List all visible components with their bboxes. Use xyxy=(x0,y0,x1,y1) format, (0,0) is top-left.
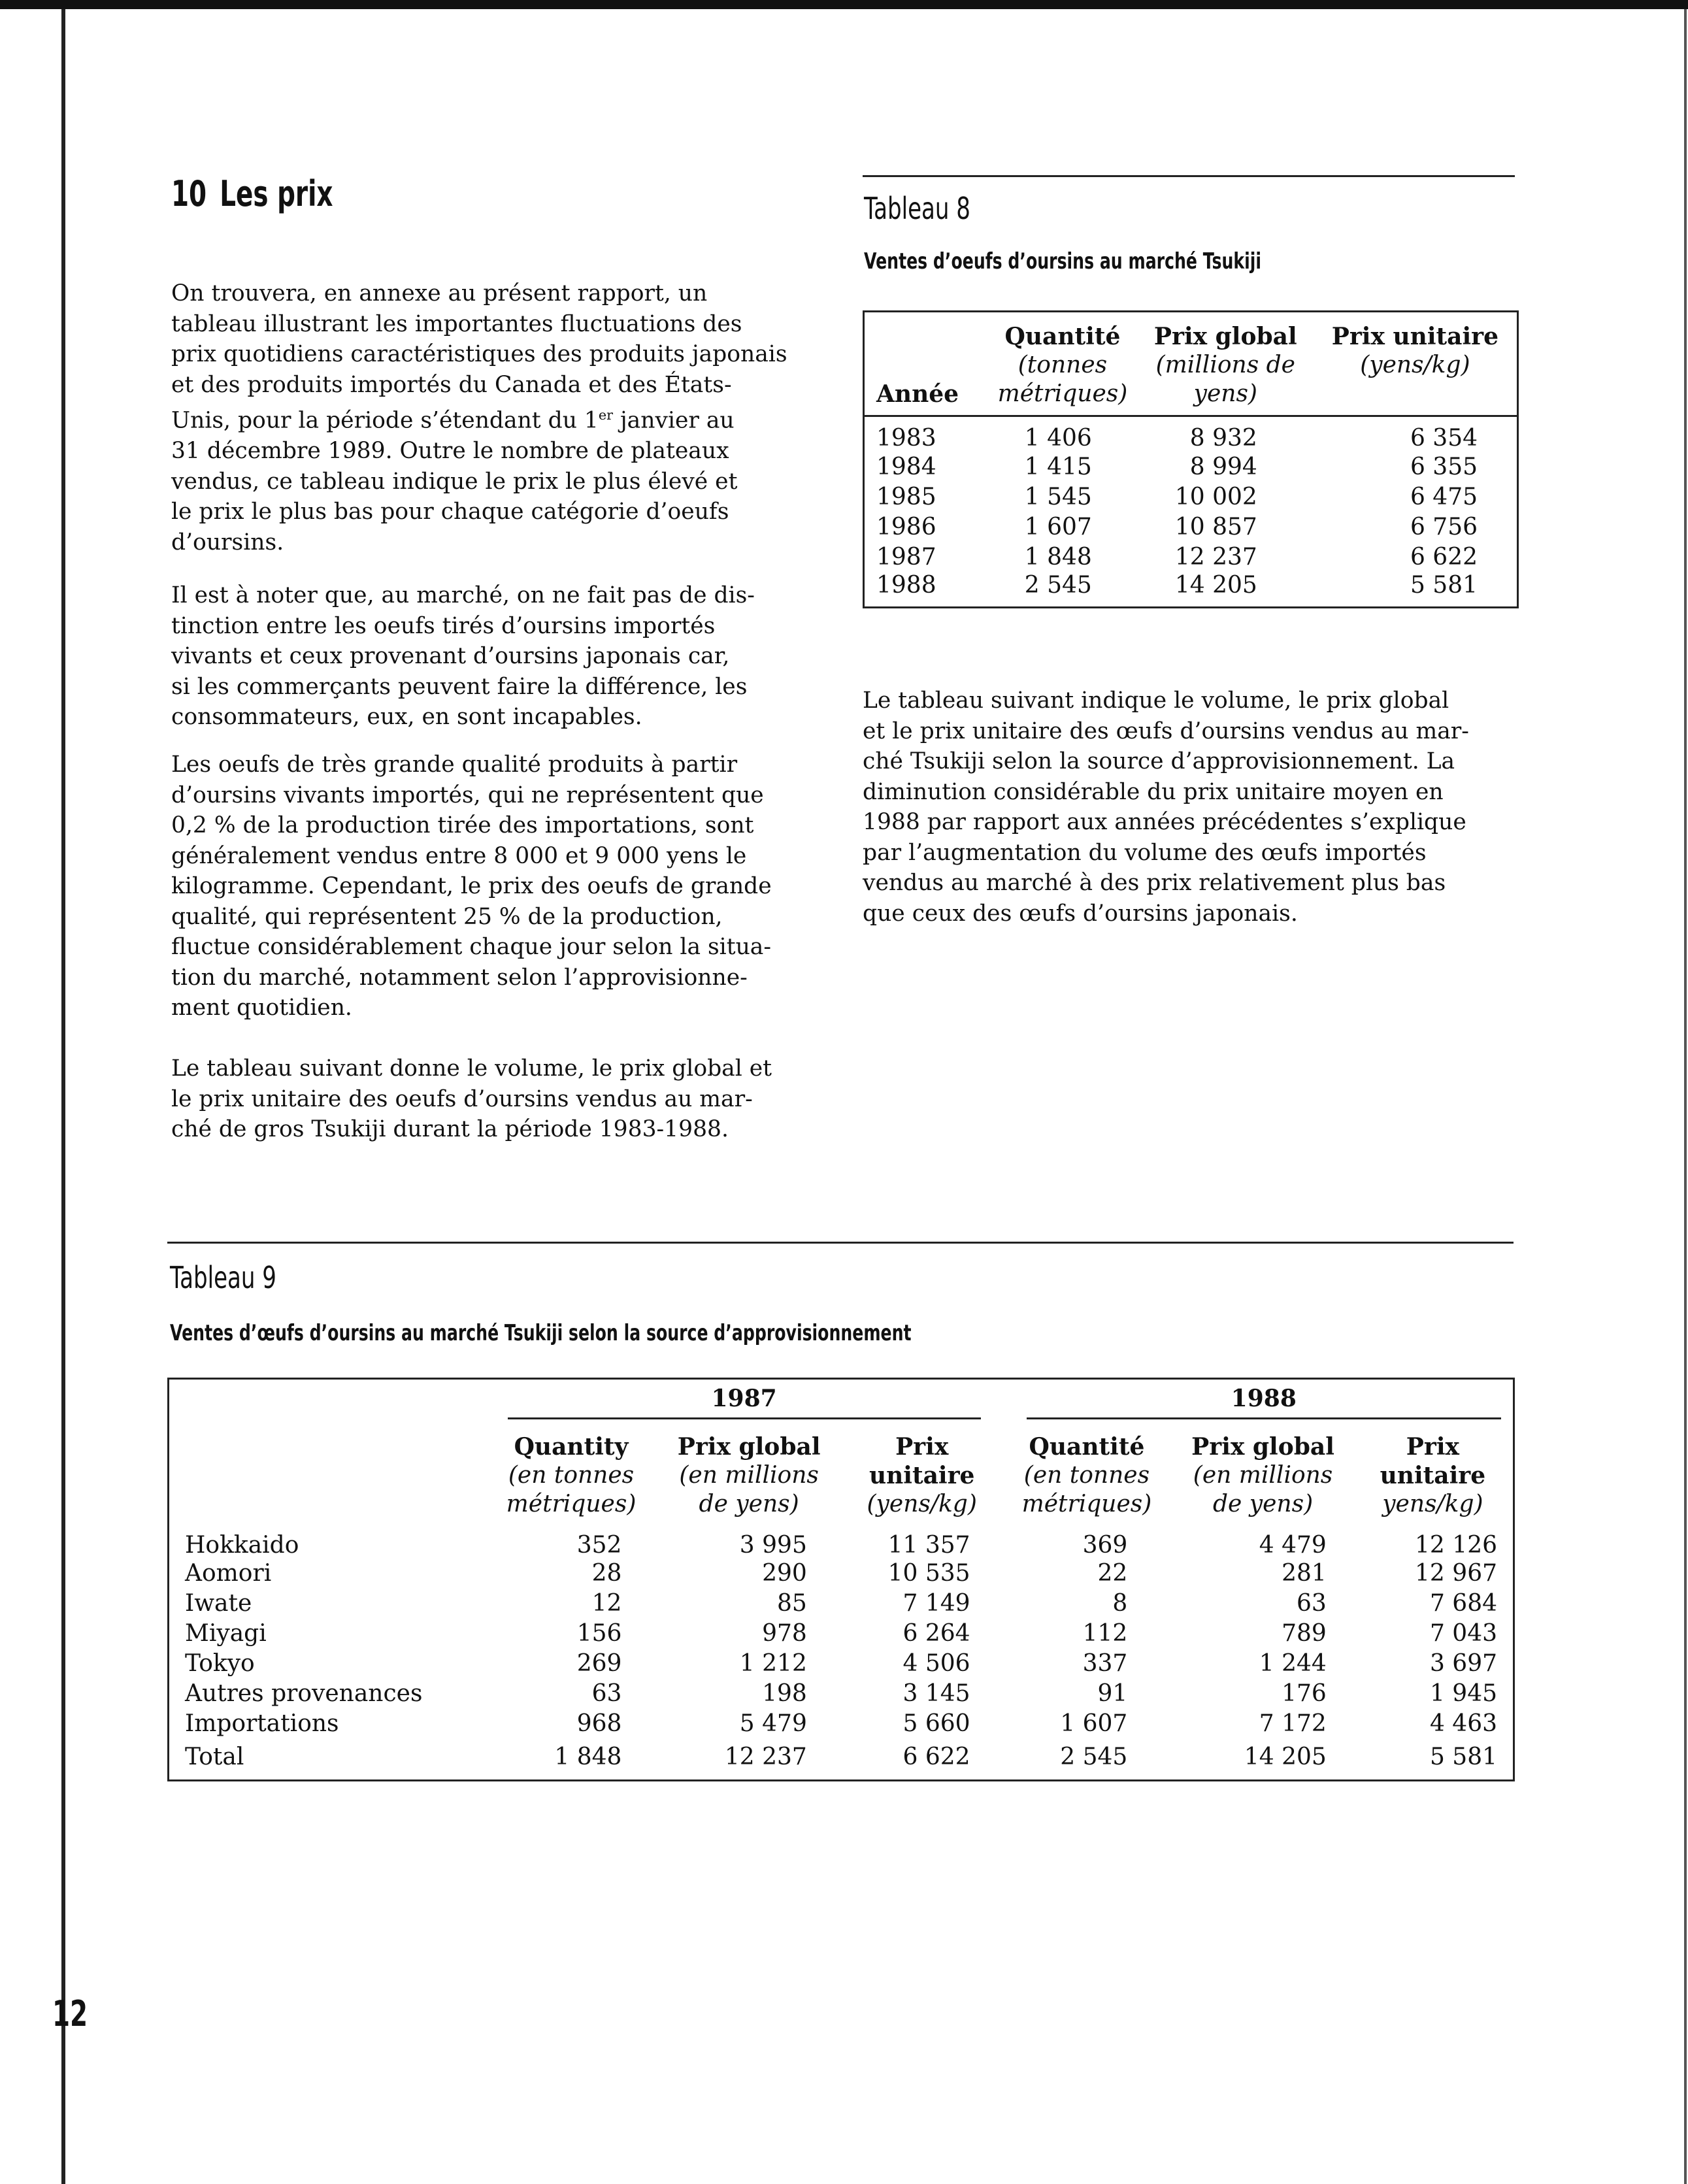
text-line: le prix le plus bas pour chaque catégorie d’oeufs xyxy=(171,499,729,525)
value-cell: 12 237 xyxy=(1174,543,1257,571)
value-cell: 7 172 xyxy=(1259,1710,1327,1737)
text-line: 31 décembre 1989. Outre le nombre de plateaux xyxy=(171,438,729,464)
value-cell: 12 237 xyxy=(724,1744,807,1770)
text-line: généralement vendus entre 8 000 et 9 000 yens le xyxy=(171,842,747,869)
header-quantite-1988 xyxy=(1001,1425,1174,1523)
tableau8-table xyxy=(863,310,1519,608)
text-line: Le tableau suivant indique le volume, le prix global xyxy=(863,687,1449,714)
table-row xyxy=(169,1619,1514,1649)
header-unit: de yens) xyxy=(699,1490,799,1517)
text-line: Il est à noter que, au marché, on ne fait pas de dis- xyxy=(171,582,755,608)
row-label: Iwate xyxy=(185,1590,252,1617)
row-label: Tokyo xyxy=(185,1650,255,1677)
text-line: que ceux des œufs d’oursins japonais. xyxy=(863,900,1298,927)
value-cell: 1 848 xyxy=(554,1744,622,1770)
header-label: Prix xyxy=(895,1432,949,1461)
table-row xyxy=(169,1679,1514,1709)
header-unit: (tonnes xyxy=(1018,352,1108,378)
right-edge-rule xyxy=(1684,9,1687,2184)
value-cell: 6 475 xyxy=(1410,483,1478,510)
value-cell: 968 xyxy=(576,1710,622,1737)
value-cell: 28 xyxy=(591,1560,622,1587)
text-line: ment quotidien. xyxy=(171,995,352,1021)
value-cell: 8 932 xyxy=(1189,425,1257,452)
header-label: Prix xyxy=(1406,1432,1459,1461)
value-cell: 5 581 xyxy=(1429,1744,1497,1770)
value-cell: 369 xyxy=(1082,1531,1128,1559)
header-label: Quantity xyxy=(514,1432,629,1461)
table-row xyxy=(864,416,1518,452)
table-row xyxy=(169,1523,1514,1559)
value-cell: 5 660 xyxy=(902,1710,970,1737)
value-cell: 3 697 xyxy=(1429,1650,1497,1677)
table-row xyxy=(169,1649,1514,1679)
header-prix-unitaire xyxy=(1314,312,1518,416)
text-line: et des produits importés du Canada et des États- xyxy=(171,371,732,398)
total-row xyxy=(169,1739,1514,1781)
header-label: unitaire xyxy=(869,1461,975,1489)
header-prix-unitaire-1988 xyxy=(1353,1425,1514,1523)
table-header-row xyxy=(864,312,1518,416)
value-cell: 1 406 xyxy=(1024,425,1092,452)
paragraph-right xyxy=(863,686,1469,929)
header-quantite xyxy=(987,312,1138,416)
value-cell: 4 506 xyxy=(902,1650,970,1677)
header-label: Prix global xyxy=(677,1432,821,1461)
year-cell: 1987 xyxy=(876,543,936,571)
tableau8-caption: Ventes d’oeufs d’oursins au marché Tsukiji xyxy=(864,248,1262,274)
value-cell: 1 415 xyxy=(1024,453,1092,480)
row-label: Miyagi xyxy=(185,1620,267,1647)
table-row xyxy=(169,1709,1514,1739)
value-cell: 290 xyxy=(762,1560,807,1587)
year-cell: 1985 xyxy=(876,483,936,510)
year-cell: 1983 xyxy=(876,425,936,452)
text-line: consommateurs, eux, en sont incapables. xyxy=(171,704,642,730)
header-label: Année xyxy=(876,380,959,408)
text-line: d’oursins vivants importés, qui ne représentent que xyxy=(171,782,764,808)
text-line: vivants et ceux provenant d’oursins japonais car, xyxy=(171,643,730,669)
text-line: vendus au marché à des prix relativement plus bas xyxy=(863,870,1446,896)
section-heading xyxy=(171,173,333,214)
table-row xyxy=(864,482,1518,512)
value-cell: 7 684 xyxy=(1429,1590,1497,1617)
header-label: unitaire xyxy=(1380,1461,1486,1489)
header-unit: yens) xyxy=(1193,380,1257,407)
header-prix-global-1987 xyxy=(654,1425,843,1523)
header-label: Quantité xyxy=(1029,1432,1145,1461)
value-cell: 1 607 xyxy=(1060,1710,1128,1737)
value-cell: 6 354 xyxy=(1410,425,1478,452)
tableau9-label: Tableau 9 xyxy=(170,1260,276,1295)
paragraph-4 xyxy=(171,1053,772,1145)
tableau9-top-rule xyxy=(167,1242,1514,1244)
value-cell: 10 002 xyxy=(1174,483,1257,510)
value-cell: 281 xyxy=(1282,1560,1327,1587)
value-cell: 4 463 xyxy=(1429,1710,1497,1737)
value-cell: 3 995 xyxy=(739,1531,807,1559)
value-cell: 5 479 xyxy=(739,1710,807,1737)
text-line: par l’augmentation du volume des œufs importés xyxy=(863,839,1427,866)
header-prix-global-1988 xyxy=(1173,1425,1352,1523)
value-cell: 198 xyxy=(762,1680,807,1707)
left-margin-rule xyxy=(61,9,65,2184)
value-cell: 1 212 xyxy=(739,1650,807,1677)
table-row xyxy=(169,1559,1514,1589)
text-line: diminution considérable du prix unitaire moyen en xyxy=(863,778,1444,805)
header-unit: (en tonnes xyxy=(508,1461,635,1489)
year-label: 1987 xyxy=(508,1385,981,1419)
value-cell: 269 xyxy=(576,1650,622,1677)
value-cell: 2 545 xyxy=(1024,572,1092,599)
paragraph-3 xyxy=(171,750,772,1023)
row-label: Hokkaido xyxy=(185,1531,299,1559)
value-cell: 85 xyxy=(777,1590,807,1617)
row-label: Importations xyxy=(185,1710,339,1737)
value-cell: 91 xyxy=(1097,1680,1128,1707)
tableau8-top-rule xyxy=(863,175,1515,177)
header-unit: (yens/kg) xyxy=(1360,352,1470,378)
value-cell: 5 581 xyxy=(1410,572,1478,599)
section-number: 10 xyxy=(171,173,207,214)
year-label: 1988 xyxy=(1027,1385,1501,1419)
value-cell: 1 848 xyxy=(1024,543,1092,571)
value-cell: 22 xyxy=(1097,1560,1128,1587)
header-label: Prix global xyxy=(1153,323,1297,350)
text-line: tinction entre les oeufs tirés d’oursins importés xyxy=(171,612,716,639)
header-label: Quantité xyxy=(1004,323,1121,350)
value-cell: 12 967 xyxy=(1415,1560,1497,1587)
year-cell: 1986 xyxy=(876,513,936,540)
header-unit: (en millions xyxy=(1193,1461,1333,1489)
text-line: Unis, pour la période s’étendant du 1er janvier au xyxy=(171,407,735,434)
header-unit: de yens) xyxy=(1212,1490,1314,1517)
value-cell: 10 535 xyxy=(887,1560,970,1587)
text-line: d’oursins. xyxy=(171,529,284,555)
tableau8-label: Tableau 8 xyxy=(864,191,970,226)
header-prix-unitaire-1987 xyxy=(844,1425,1001,1523)
empty-header-cell xyxy=(169,1425,488,1523)
header-unit: métriques) xyxy=(997,380,1128,407)
text-line: si les commerçants peuvent faire la différence, les xyxy=(171,673,748,700)
text-line: tableau illustrant les importantes fluctuations des xyxy=(171,310,742,337)
value-cell: 8 994 xyxy=(1189,453,1257,480)
section-title: Les prix xyxy=(220,173,333,214)
text-line: le prix unitaire des oeufs d’oursins vendus au mar- xyxy=(171,1085,753,1112)
empty-header-cell xyxy=(169,1379,488,1425)
value-cell: 156 xyxy=(576,1620,622,1647)
text-line: fluctue considérablement chaque jour selon la situa- xyxy=(171,934,772,960)
value-cell: 63 xyxy=(1296,1590,1327,1617)
row-label: Total xyxy=(185,1744,244,1770)
header-unit: yens/kg) xyxy=(1382,1490,1483,1517)
value-cell: 6 622 xyxy=(1410,543,1478,571)
text-line: On trouvera, en annexe au présent rapport, un xyxy=(171,280,708,306)
value-cell: 6 355 xyxy=(1410,453,1478,480)
header-label: Prix global xyxy=(1191,1432,1334,1461)
value-cell: 7 149 xyxy=(902,1590,970,1617)
top-border xyxy=(0,0,1688,9)
value-cell: 6 264 xyxy=(902,1620,970,1647)
text-line: vendus, ce tableau indique le prix le plus élevé et xyxy=(171,468,738,495)
header-unit: métriques) xyxy=(506,1490,637,1517)
header-unit: (yens/kg) xyxy=(867,1490,977,1517)
table-row xyxy=(864,542,1518,572)
value-cell: 14 205 xyxy=(1244,1744,1327,1770)
header-quantity-1987 xyxy=(488,1425,655,1523)
text-line: Les oeufs de très grande qualité produits à partir xyxy=(171,752,738,778)
text-line: 1988 par rapport aux années précédentes s’explique xyxy=(863,809,1466,835)
value-cell: 4 479 xyxy=(1259,1531,1327,1559)
value-cell: 6 756 xyxy=(1410,513,1478,540)
value-cell: 10 857 xyxy=(1174,513,1257,540)
text-line: et le prix unitaire des œufs d’oursins vendus au mar- xyxy=(863,718,1469,744)
value-cell: 789 xyxy=(1282,1620,1327,1647)
value-cell: 1 607 xyxy=(1024,513,1092,540)
year-1988-header xyxy=(1001,1379,1514,1425)
header-unit: métriques) xyxy=(1021,1490,1152,1517)
row-label: Autres provenances xyxy=(185,1680,423,1707)
table-row xyxy=(864,512,1518,542)
value-cell: 8 xyxy=(1112,1590,1128,1617)
table-row xyxy=(169,1589,1514,1619)
header-unit: (en tonnes xyxy=(1023,1461,1150,1489)
year-cell: 1984 xyxy=(876,453,936,480)
year-1987-header xyxy=(488,1379,1001,1425)
row-label: Aomori xyxy=(185,1560,272,1587)
value-cell: 7 043 xyxy=(1429,1620,1497,1647)
paragraph-1 xyxy=(171,278,787,557)
value-cell: 1 244 xyxy=(1259,1650,1327,1677)
value-cell: 1 945 xyxy=(1429,1680,1497,1707)
text-line: kilogramme. Cependant, le prix des oeufs de grande xyxy=(171,873,772,899)
text-line: qualité, qui représentent 25 % de la production, xyxy=(171,903,723,930)
text-line: prix quotidiens caractéristiques des produits japonais xyxy=(171,341,787,367)
tableau9-table xyxy=(167,1378,1515,1781)
value-cell: 12 xyxy=(591,1590,622,1617)
value-cell: 3 145 xyxy=(902,1680,970,1707)
value-cell: 176 xyxy=(1282,1680,1327,1707)
text-line: Le tableau suivant donne le volume, le prix global et xyxy=(171,1055,772,1082)
text-line: 0,2 % de la production tirée des importations, sont xyxy=(171,812,754,838)
year-cell: 1988 xyxy=(876,572,936,599)
paragraph-2 xyxy=(171,580,755,733)
text-line: ché de gros Tsukiji durant la période 1983-1988. xyxy=(171,1116,729,1142)
value-cell: 1 545 xyxy=(1024,483,1092,510)
header-prix-global xyxy=(1138,312,1314,416)
header-unit: (en millions xyxy=(679,1461,819,1489)
header-unit: (millions de xyxy=(1155,352,1295,378)
value-cell: 14 205 xyxy=(1174,572,1257,599)
year-header-row xyxy=(169,1379,1514,1425)
value-cell: 11 357 xyxy=(887,1531,970,1559)
value-cell: 12 126 xyxy=(1415,1531,1497,1559)
table-row xyxy=(864,452,1518,482)
value-cell: 6 622 xyxy=(902,1744,970,1770)
value-cell: 2 545 xyxy=(1060,1744,1128,1770)
tableau9-caption: Ventes d’œufs d’oursins au marché Tsukiji selon la source d’approvisionnement xyxy=(170,1320,912,1346)
column-header-row xyxy=(169,1425,1514,1523)
header-label: Prix unitaire xyxy=(1331,323,1498,350)
value-cell: 352 xyxy=(576,1531,622,1559)
value-cell: 63 xyxy=(591,1680,622,1707)
text-line: tion du marché, notamment selon l’approvisionne- xyxy=(171,964,748,991)
text-line: ché Tsukiji selon la source d’approvisionnement. La xyxy=(863,748,1455,774)
header-annee xyxy=(864,312,988,416)
value-cell: 978 xyxy=(762,1620,807,1647)
value-cell: 112 xyxy=(1082,1620,1128,1647)
page-number: 12 xyxy=(52,1993,88,2034)
table-row xyxy=(864,572,1518,608)
value-cell: 337 xyxy=(1082,1650,1128,1677)
